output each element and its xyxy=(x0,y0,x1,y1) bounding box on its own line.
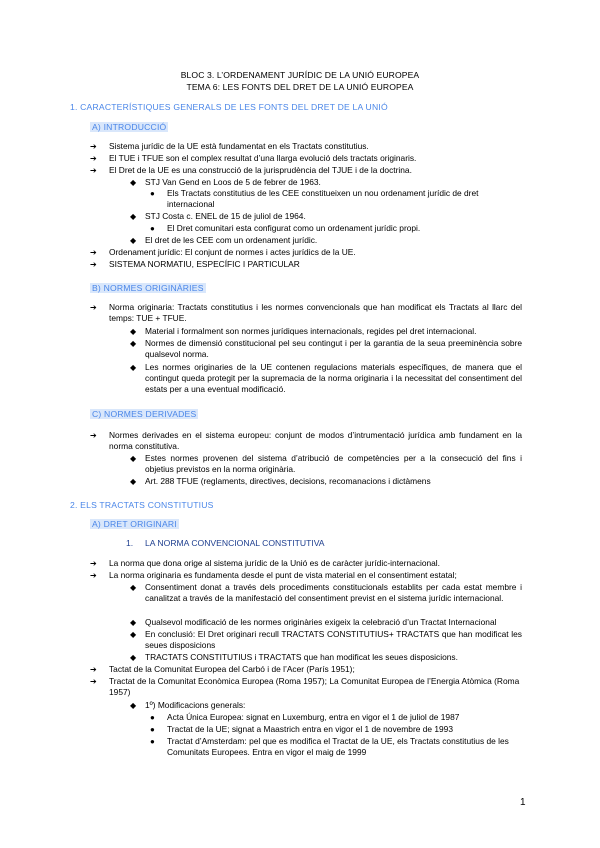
list-item: ● Tractat de la UE; signat a Maastrich entra en vigor el 1 de novembre de 1993 xyxy=(150,724,453,734)
diamond-bullet-icon: ◆ xyxy=(130,454,137,463)
list-item: ➔ El Dret de la UE es una construcció de la jurisprudència del TJUE i de la doctrina. xyxy=(90,165,412,175)
diamond-bullet-icon: ◆ xyxy=(130,327,137,336)
arrow-bullet-icon: ➔ xyxy=(90,303,97,312)
list-item: ➔ SISTEMA NORMATIU, ESPECÍFIC I PARTICULAR xyxy=(90,259,300,269)
list-item: ➔ Sistema jurídic de la UE està fundamentat en els Tractats constitutius. xyxy=(90,141,369,151)
dot-bullet-icon: ● xyxy=(150,713,155,722)
list-item: ◆ Art. 288 TFUE (reglaments, directives, decisions, recomanacions i dictàmens xyxy=(130,476,431,486)
dot-bullet-icon: ● xyxy=(150,725,155,734)
list-item: ➔ Ordenament jurídic: El conjunt de normes i actes jurídics de la UE. xyxy=(90,247,356,257)
list-item: ◆ Les normes originaries de la UE contenen regulacions materials específiques, de manera que el contingut queda protegit per la supremacia de la norma originaria i la necessitat del consentiment del estats per a una eventual modificació. xyxy=(130,362,522,394)
list-item: ● Tractat d’Amsterdam: pel que es modifica el Tractat de la UE, els Tractats constitutius de les Comunitats Europees. Entra en vigor el maig de 1999 xyxy=(150,736,509,757)
dot-bullet-icon: ● xyxy=(150,737,155,746)
arrow-bullet-icon: ➔ xyxy=(90,166,97,175)
list-item: ➔ El TUE i TFUE son el complex resultat d’una llarga evolució dels tractats originaris. xyxy=(90,153,417,163)
list-item: ◆ En conclusió: El Dret originari recull TRACTATS CONSTITUTIUS+ TRACTATS que han modificat les seues disposicions xyxy=(130,629,522,650)
list-item: ➔ Norma originaria: Tractats constitutius i les normes convencionals que han modificat els Tractats al llarc del temps: TUE + TFUE. xyxy=(90,302,522,323)
list-item: ● El Dret comunitari esta configurat como un ordenament jurídic propi. xyxy=(150,223,421,233)
diamond-bullet-icon: ◆ xyxy=(130,339,137,348)
list-item: ◆ Normes de dimensió constitucional pel seu contingut i per la garantia de la seua preeminència sobre qualsevol norma. xyxy=(130,338,522,359)
diamond-bullet-icon: ◆ xyxy=(130,363,137,372)
list-item: ◆ Qualsevol modificació de les normes originàries exigeix la celebració d’un Tractat Internacional xyxy=(130,617,497,627)
document-title-tema: TEMA 6: LES FONTS DEL DRET DE LA UNIÓ EUROPEA xyxy=(186,82,414,92)
list-item: ● Acta Única Europea: signat en Luxemburg, entra en vigor el 1 de juliol de 1987 xyxy=(150,712,460,722)
subsection-heading-normes-originaries: B) NORMES ORIGINÀRIES xyxy=(92,283,204,293)
page-number: 1 xyxy=(520,797,526,808)
dot-bullet-icon: ● xyxy=(150,224,155,233)
diamond-bullet-icon: ◆ xyxy=(130,477,137,486)
list-item: ➔ Normes derivades en el sistema europeu: conjunt de modos d’intrumentació jurídica amb fundament en la norma constitutiva. xyxy=(90,430,522,451)
arrow-bullet-icon: ➔ xyxy=(90,154,97,163)
list-item: ◆ STJ Van Gend en Loos de 5 de febrer de 1963. xyxy=(130,177,321,187)
dot-bullet-icon: ● xyxy=(150,189,155,198)
numbered-heading-norma-convencional: 1. LA NORMA CONVENCIONAL CONSTITUTIVA xyxy=(126,538,325,548)
subsection-heading-dret-originari: A) DRET ORIGINARI xyxy=(92,519,177,529)
subsection-heading-introduccio: A) INTRODUCCIÓ xyxy=(92,122,167,132)
subsection-heading-normes-derivades: C) NORMES DERIVADES xyxy=(92,409,197,419)
diamond-bullet-icon: ◆ xyxy=(130,583,137,592)
list-item: ➔ Tractat de la Comunitat Econòmica Europea (Roma 1957); La Comunitat Europea de l’Energia Atòmica (Roma 1957) xyxy=(90,676,520,697)
diamond-bullet-icon: ◆ xyxy=(130,701,137,710)
diamond-bullet-icon: ◆ xyxy=(130,236,137,245)
list-item: ● Els Tractats constitutius de les CEE constitueixen un nou ordenament jurídic de dret internacional xyxy=(150,188,479,209)
diamond-bullet-icon: ◆ xyxy=(130,178,137,187)
list-item: ◆ El dret de les CEE com un ordenament jurídic. xyxy=(130,235,318,245)
arrow-bullet-icon: ➔ xyxy=(90,431,97,440)
arrow-bullet-icon: ➔ xyxy=(90,248,97,257)
diamond-bullet-icon: ◆ xyxy=(130,630,137,639)
arrow-bullet-icon: ➔ xyxy=(90,559,97,568)
arrow-bullet-icon: ➔ xyxy=(90,665,97,674)
list-item: ➔ Tactat de la Comunitat Europea del Carbó i de l’Acer (París 1951); xyxy=(90,664,355,674)
list-item: ◆ Estes normes provenen del sistema d’atribució de competències per a la consecució del fins i objetius previstos en la norma originària. xyxy=(130,453,522,474)
diamond-bullet-icon: ◆ xyxy=(130,653,137,662)
list-item: ➔ La norma originaria es fundamenta desde el punt de vista material en el consentiment estatal; xyxy=(90,570,457,580)
list-item: ◆ Material i formalment son normes jurídiques internacionals, regides pel dret internacional. xyxy=(130,326,477,336)
list-item: ◆ TRACTATS CONSTITUTIUS i TRACTATS que han modificat les seues disposicions. xyxy=(130,652,458,662)
list-item: ◆ STJ Costa c. ENEL de 15 de juliol de 1964. xyxy=(130,211,306,221)
section-heading-2: 2. ELS TRACTATS CONSTITUTIUS xyxy=(70,500,214,510)
list-item: ➔ La norma que dona orige al sistema jurídic de la Unió es de caràcter jurídic-internacional. xyxy=(90,558,440,568)
diamond-bullet-icon: ◆ xyxy=(130,618,137,627)
arrow-bullet-icon: ➔ xyxy=(90,142,97,151)
diamond-bullet-icon: ◆ xyxy=(130,212,137,221)
arrow-bullet-icon: ➔ xyxy=(90,571,97,580)
arrow-bullet-icon: ➔ xyxy=(90,260,97,269)
list-item: ◆ Consentiment donat a través dels procediments constitucionals establits per cada estat membre i canalitzat a través de la manifestació del consentiment previst en el sistema jurídic internacional. xyxy=(130,582,522,603)
document-title-bloc: BLOC 3. L’ORDENAMENT JURÍDIC DE LA UNIÓ EUROPEA xyxy=(180,70,420,80)
section-heading-1: 1. CARACTERÍSTIQUES GENERALS DE LES FONTS DEL DRET DE LA UNIÓ xyxy=(70,102,388,112)
list-item: ◆ 1º) Modificacions generals: xyxy=(130,700,246,710)
arrow-bullet-icon: ➔ xyxy=(90,677,97,686)
